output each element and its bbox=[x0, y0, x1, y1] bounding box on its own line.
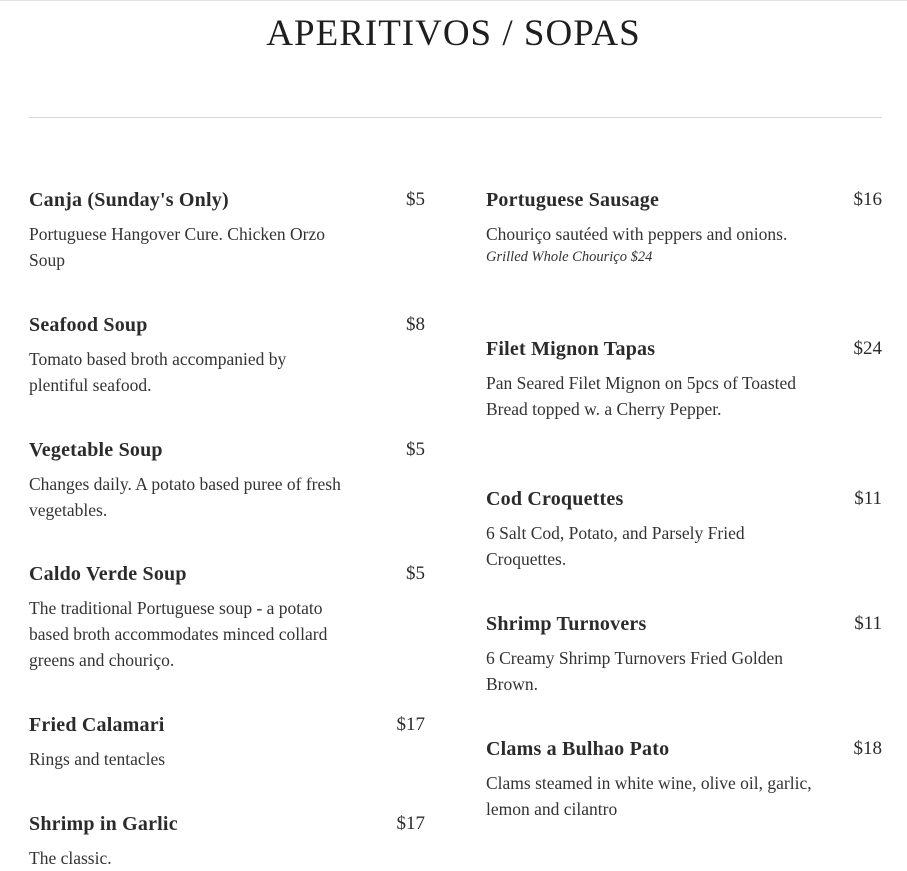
menu-item-description: The traditional Portuguese soup - a potato based broth accommodates minced collard greens and chouriço. bbox=[29, 598, 328, 670]
menu-item-name: Clams a Bulhao Pato bbox=[486, 738, 670, 760]
menu-item-description: The classic. bbox=[29, 848, 112, 868]
menu-item bbox=[29, 189, 425, 273]
menu-item-price: $8 bbox=[406, 314, 425, 335]
menu-item bbox=[486, 613, 882, 697]
menu-item bbox=[29, 563, 425, 673]
menu-item bbox=[29, 714, 425, 772]
menu-item-description: Pan Seared Filet Mignon on 5pcs of Toasted Bread topped w. a Cherry Pepper. bbox=[486, 373, 797, 419]
title-divider bbox=[29, 117, 882, 118]
menu-item-price: $5 bbox=[406, 189, 425, 210]
top-border bbox=[0, 0, 907, 1]
menu-item-description: 6 Salt Cod, Potato, and Parsely Fried Croquettes. bbox=[486, 523, 745, 569]
menu-item-price: $11 bbox=[854, 613, 882, 634]
menu-item-price: $18 bbox=[853, 738, 882, 759]
menu-item-name: Seafood Soup bbox=[29, 314, 148, 336]
menu-item-name: Shrimp Turnovers bbox=[486, 613, 647, 635]
menu-item bbox=[29, 314, 425, 398]
menu-item bbox=[486, 488, 882, 572]
menu-item-price: $5 bbox=[406, 439, 425, 460]
menu-item-name: Portuguese Sausage bbox=[486, 189, 660, 211]
menu-item-name: Cod Croquettes bbox=[486, 488, 624, 510]
menu-item-name: Vegetable Soup bbox=[29, 439, 163, 461]
menu-item bbox=[486, 189, 882, 266]
menu-item-price: $17 bbox=[396, 714, 425, 735]
menu-item-description: Tomato based broth accompanied by plentiful seafood. bbox=[29, 349, 287, 395]
menu-item-note: Grilled Whole Chouriço $24 bbox=[486, 249, 653, 265]
menu-item-price: $5 bbox=[406, 563, 425, 584]
menu-item-price: $16 bbox=[853, 189, 882, 210]
menu-item-description: Chouriço sautéed with peppers and onions. bbox=[486, 224, 788, 244]
menu-item-name: Canja (Sunday's Only) bbox=[29, 189, 229, 211]
page-title: APERITIVOS / SOPAS bbox=[266, 13, 641, 54]
menu-item-name: Caldo Verde Soup bbox=[29, 563, 187, 585]
menu-item-description: Changes daily. A potato based puree of fresh vegetables. bbox=[29, 474, 341, 520]
menu-item-description: 6 Creamy Shrimp Turnovers Fried Golden Brown. bbox=[486, 648, 784, 694]
menu-item-name: Fried Calamari bbox=[29, 714, 165, 736]
menu-item-price: $11 bbox=[854, 488, 882, 509]
menu-item-price: $17 bbox=[396, 813, 425, 834]
menu-item-description: Rings and tentacles bbox=[29, 749, 166, 769]
menu-item bbox=[486, 738, 882, 822]
menu-item-description: Portuguese Hangover Cure. Chicken Orzo Soup bbox=[29, 224, 325, 270]
menu-item-price: $24 bbox=[853, 338, 882, 359]
menu-item bbox=[486, 338, 882, 422]
menu-item bbox=[29, 813, 425, 871]
menu-item-description: Clams steamed in white wine, olive oil, garlic, lemon and cilantro bbox=[486, 773, 812, 819]
menu-item-name: Shrimp in Garlic bbox=[29, 813, 178, 835]
menu-item bbox=[29, 439, 425, 523]
menu-item-name: Filet Mignon Tapas bbox=[486, 338, 656, 360]
